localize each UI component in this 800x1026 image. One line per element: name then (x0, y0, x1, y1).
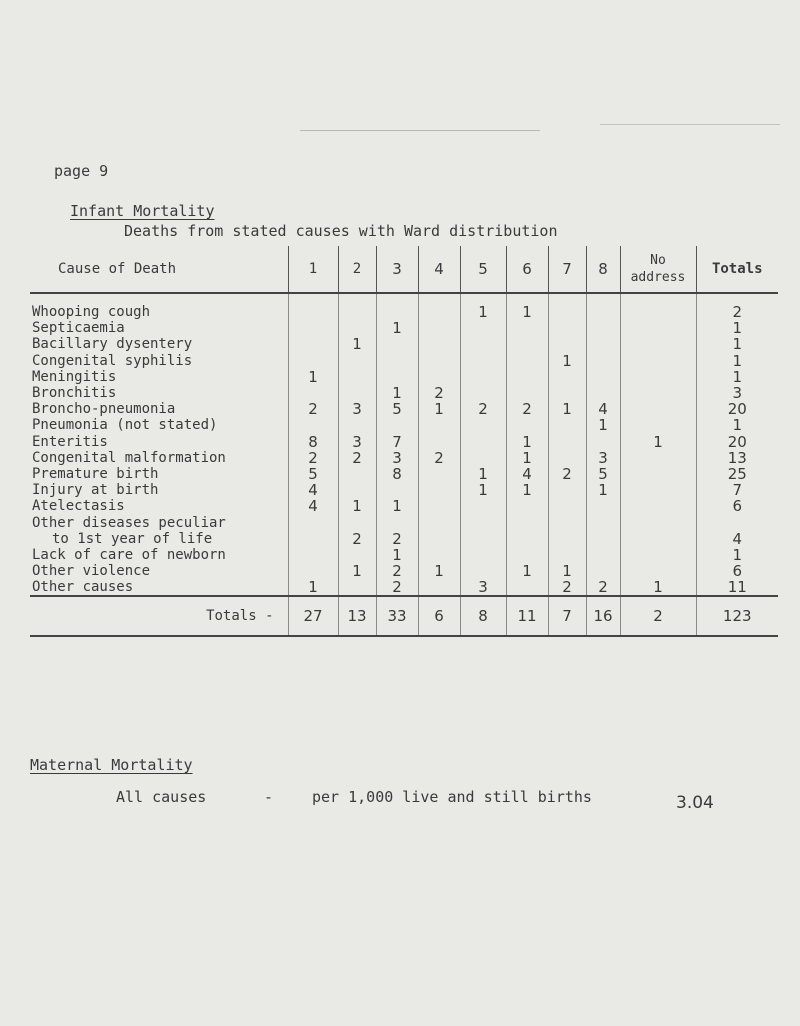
row-cause: to 1st year of life (52, 530, 213, 547)
cell-no-address (620, 293, 696, 320)
cell-ward-7: 1 (548, 401, 586, 417)
cell-total: 6 (696, 498, 778, 514)
cell-ward-7 (548, 531, 586, 547)
header-no-address: No address (620, 246, 696, 293)
cell-ward-1: 5 (288, 466, 338, 482)
cell-ward-2 (338, 466, 376, 482)
table-row (30, 434, 778, 450)
cell-ward-5 (460, 417, 506, 433)
header-ward-4: 4 (418, 246, 460, 293)
cell-ward-1 (288, 531, 338, 547)
cell-ward-5 (460, 434, 506, 450)
cell-ward-4: 1 (418, 563, 460, 579)
totals-row (30, 596, 778, 636)
table-row (30, 293, 778, 320)
cell-ward-6: 2 (506, 401, 548, 417)
cell-ward-3: 1 (376, 498, 418, 514)
cell-ward-7: 1 (548, 353, 586, 369)
row-cause: Premature birth (32, 465, 159, 482)
cell-ward-4 (418, 482, 460, 498)
row-cause: Congenital malformation (32, 449, 226, 466)
cell-ward-2: 2 (338, 531, 376, 547)
cell-ward-3: 2 (376, 531, 418, 547)
cell-ward-1 (288, 336, 338, 352)
cell-ward-6: 1 (506, 482, 548, 498)
header-ward-2: 2 (338, 246, 376, 293)
cell-no-address (620, 498, 696, 514)
cell-ward-7 (548, 417, 586, 433)
cell-ward-4 (418, 547, 460, 563)
cell-ward-1: 4 (288, 498, 338, 514)
cell-ward-1 (288, 293, 338, 320)
cell-no-address (620, 385, 696, 401)
cell-ward-3: 1 (376, 547, 418, 563)
cell-ward-4 (418, 514, 460, 530)
cell-ward-1: 1 (288, 369, 338, 385)
cell-no-address (620, 336, 696, 352)
cell-ward-8 (586, 514, 620, 530)
cell-ward-3: 3 (376, 450, 418, 466)
cell-ward-7 (548, 320, 586, 336)
table-row (30, 547, 778, 563)
cell-ward-8: 3 (586, 450, 620, 466)
maternal-rate: 3.04 (676, 793, 714, 813)
grand-total: 123 (696, 596, 778, 636)
total-ward-7: 7 (548, 596, 586, 636)
cell-total: 1 (696, 369, 778, 385)
cell-ward-4 (418, 579, 460, 596)
cell-ward-7 (548, 336, 586, 352)
cell-ward-1 (288, 547, 338, 563)
cell-ward-5: 1 (460, 466, 506, 482)
cell-ward-6 (506, 417, 548, 433)
cell-ward-7 (548, 482, 586, 498)
row-cause: Injury at birth (32, 482, 159, 499)
cell-ward-8 (586, 531, 620, 547)
cell-ward-4 (418, 417, 460, 433)
cell-ward-6 (506, 385, 548, 401)
cell-ward-2 (338, 385, 376, 401)
cell-total: 1 (696, 320, 778, 336)
cell-ward-2 (338, 320, 376, 336)
cell-total: 1 (696, 547, 778, 563)
cell-ward-4: 2 (418, 450, 460, 466)
cell-no-address (620, 353, 696, 369)
row-cause: Other diseases peculiar (32, 514, 226, 531)
infant-mortality-table (30, 246, 778, 637)
cell-no-address (620, 531, 696, 547)
cell-ward-1 (288, 353, 338, 369)
cell-total: 4 (696, 531, 778, 547)
cell-ward-7 (548, 547, 586, 563)
cell-ward-6 (506, 369, 548, 385)
cell-ward-5 (460, 353, 506, 369)
cell-ward-7 (548, 498, 586, 514)
cell-no-address (620, 466, 696, 482)
cell-ward-2: 1 (338, 336, 376, 352)
header-ward-7: 7 (548, 246, 586, 293)
header-row (30, 246, 778, 293)
cell-ward-1 (288, 563, 338, 579)
cell-ward-8: 2 (586, 579, 620, 596)
cell-no-address (620, 547, 696, 563)
cell-no-address: 1 (620, 579, 696, 596)
cell-ward-5 (460, 450, 506, 466)
row-cause: Pneumonia (not stated) (32, 417, 218, 434)
row-cause: Whooping cough (32, 304, 151, 321)
cell-no-address (620, 369, 696, 385)
cell-ward-8 (586, 293, 620, 320)
cell-ward-3: 5 (376, 401, 418, 417)
table-row (30, 482, 778, 498)
cell-no-address (620, 450, 696, 466)
row-cause: Septicaemia (32, 320, 125, 337)
header-cause: Cause of Death (30, 246, 288, 293)
cell-ward-5 (460, 498, 506, 514)
cell-ward-5 (460, 547, 506, 563)
header-totals: Totals (696, 246, 778, 293)
cell-ward-3: 2 (376, 563, 418, 579)
cell-ward-1 (288, 417, 338, 433)
cell-ward-3: 1 (376, 320, 418, 336)
cell-ward-3 (376, 514, 418, 530)
table-row (30, 466, 778, 482)
cell-ward-7 (548, 385, 586, 401)
cell-no-address (620, 417, 696, 433)
cell-total: 11 (696, 579, 778, 596)
cell-ward-1 (288, 514, 338, 530)
cell-no-address (620, 563, 696, 579)
table-row (30, 385, 778, 401)
cell-total: 13 (696, 450, 778, 466)
cell-ward-3: 1 (376, 385, 418, 401)
cell-no-address (620, 514, 696, 530)
cell-ward-1: 1 (288, 579, 338, 596)
row-cause: Lack of care of newborn (32, 546, 226, 563)
maternal-basis: per 1,000 live and still births (312, 788, 592, 806)
cell-ward-2 (338, 514, 376, 530)
cell-ward-1: 2 (288, 401, 338, 417)
cell-ward-3 (376, 336, 418, 352)
cell-total: 6 (696, 563, 778, 579)
cell-ward-4: 2 (418, 385, 460, 401)
row-cause: Congenital syphilis (32, 352, 193, 369)
cell-ward-5 (460, 563, 506, 579)
cell-ward-7 (548, 450, 586, 466)
cell-ward-4: 1 (418, 401, 460, 417)
cell-ward-5: 1 (460, 482, 506, 498)
cell-ward-2 (338, 293, 376, 320)
cell-ward-3 (376, 369, 418, 385)
row-cause: Broncho-pneumonia (32, 401, 176, 418)
cell-ward-6 (506, 353, 548, 369)
cell-ward-1: 8 (288, 434, 338, 450)
cell-ward-7: 2 (548, 579, 586, 596)
totals-label: Totals - (30, 596, 288, 636)
cell-ward-7 (548, 514, 586, 530)
cell-ward-5 (460, 336, 506, 352)
cell-ward-8 (586, 434, 620, 450)
table-row (30, 450, 778, 466)
cell-total: 25 (696, 466, 778, 482)
cell-ward-3 (376, 293, 418, 320)
cell-ward-7 (548, 434, 586, 450)
table-row (30, 320, 778, 336)
row-cause: Atelectasis (32, 498, 125, 515)
cell-ward-4 (418, 466, 460, 482)
cell-total: 2 (696, 293, 778, 320)
row-cause: Other causes (32, 579, 134, 596)
header-ward-8: 8 (586, 246, 620, 293)
table-row (30, 563, 778, 579)
total-no-address: 2 (620, 596, 696, 636)
cell-ward-8: 1 (586, 482, 620, 498)
cell-total (696, 514, 778, 530)
table-row (30, 336, 778, 352)
cell-ward-1 (288, 385, 338, 401)
cell-ward-8 (586, 320, 620, 336)
header-ward-5: 5 (460, 246, 506, 293)
cell-ward-6: 1 (506, 293, 548, 320)
cell-ward-4 (418, 293, 460, 320)
total-ward-2: 13 (338, 596, 376, 636)
cell-ward-1 (288, 320, 338, 336)
cell-ward-2: 3 (338, 434, 376, 450)
table-row (30, 401, 778, 417)
total-ward-8: 16 (586, 596, 620, 636)
cell-ward-5 (460, 531, 506, 547)
total-ward-6: 11 (506, 596, 548, 636)
maternal-dash: - (264, 788, 274, 806)
cell-total: 1 (696, 417, 778, 433)
row-cause: Meningitis (32, 368, 117, 385)
cell-ward-2: 2 (338, 450, 376, 466)
cell-ward-6 (506, 579, 548, 596)
cell-ward-6 (506, 336, 548, 352)
cell-ward-6 (506, 514, 548, 530)
infant-mortality-title: Infant Mortality (70, 202, 215, 220)
cell-no-address (620, 482, 696, 498)
cell-ward-3: 7 (376, 434, 418, 450)
cell-ward-5 (460, 514, 506, 530)
table-body (30, 293, 778, 596)
table-row (30, 369, 778, 385)
total-ward-3: 33 (376, 596, 418, 636)
cell-ward-7 (548, 369, 586, 385)
row-cause: Bronchitis (32, 385, 117, 402)
header-ward-3: 3 (376, 246, 418, 293)
cell-ward-8: 4 (586, 401, 620, 417)
cell-ward-6: 1 (506, 450, 548, 466)
header-ward-1: 1 (288, 246, 338, 293)
cell-ward-8 (586, 547, 620, 563)
scan-mark (600, 124, 780, 125)
cell-ward-5: 3 (460, 579, 506, 596)
total-ward-4: 6 (418, 596, 460, 636)
cell-ward-4 (418, 531, 460, 547)
cell-ward-4 (418, 498, 460, 514)
maternal-mortality-title: Maternal Mortality (30, 756, 193, 774)
cell-ward-2 (338, 353, 376, 369)
cell-ward-2: 3 (338, 401, 376, 417)
table-row (30, 353, 778, 369)
table-row (30, 514, 778, 530)
cell-ward-3 (376, 353, 418, 369)
cell-total: 20 (696, 401, 778, 417)
total-ward-1: 27 (288, 596, 338, 636)
row-cause: Bacillary dysentery (32, 336, 193, 353)
cell-ward-5: 2 (460, 401, 506, 417)
cell-ward-2 (338, 482, 376, 498)
cell-ward-2 (338, 417, 376, 433)
cell-ward-8: 1 (586, 417, 620, 433)
cell-ward-5 (460, 369, 506, 385)
cell-total: 3 (696, 385, 778, 401)
cell-ward-3 (376, 482, 418, 498)
cell-ward-5 (460, 385, 506, 401)
cell-ward-6: 4 (506, 466, 548, 482)
cell-ward-5: 1 (460, 293, 506, 320)
cell-ward-2 (338, 547, 376, 563)
cell-ward-6: 1 (506, 563, 548, 579)
cell-no-address (620, 401, 696, 417)
cell-ward-8 (586, 563, 620, 579)
cell-ward-8 (586, 353, 620, 369)
maternal-cause-label: All causes (116, 788, 207, 806)
cell-total: 7 (696, 482, 778, 498)
cell-ward-8 (586, 385, 620, 401)
scan-mark (300, 130, 540, 131)
cell-ward-8: 5 (586, 466, 620, 482)
cell-ward-6 (506, 320, 548, 336)
cell-ward-6 (506, 531, 548, 547)
page-number: page 9 (54, 162, 109, 180)
cell-ward-2 (338, 579, 376, 596)
table-row (30, 498, 778, 514)
cell-ward-1: 4 (288, 482, 338, 498)
row-cause: Enteritis (32, 433, 108, 450)
cell-ward-4 (418, 434, 460, 450)
cell-ward-2 (338, 369, 376, 385)
maternal-mortality-line (116, 788, 592, 806)
cell-ward-4 (418, 353, 460, 369)
cell-ward-2: 1 (338, 563, 376, 579)
cell-ward-3 (376, 417, 418, 433)
cell-ward-1: 2 (288, 450, 338, 466)
cell-ward-4 (418, 336, 460, 352)
cell-total: 1 (696, 336, 778, 352)
cell-total: 1 (696, 353, 778, 369)
cell-ward-6: 1 (506, 434, 548, 450)
cell-ward-8 (586, 369, 620, 385)
cell-ward-4 (418, 369, 460, 385)
cell-ward-7: 2 (548, 466, 586, 482)
cell-total: 20 (696, 434, 778, 450)
header-ward-6: 6 (506, 246, 548, 293)
cell-ward-8 (586, 336, 620, 352)
cell-ward-6 (506, 498, 548, 514)
cell-ward-2: 1 (338, 498, 376, 514)
row-cause: Other violence (32, 563, 151, 580)
cell-ward-3: 8 (376, 466, 418, 482)
total-ward-5: 8 (460, 596, 506, 636)
cell-no-address (620, 320, 696, 336)
cell-no-address: 1 (620, 434, 696, 450)
cell-ward-3: 2 (376, 579, 418, 596)
table-row (30, 531, 778, 547)
cell-ward-4 (418, 320, 460, 336)
infant-mortality-subtitle: Deaths from stated causes with Ward distribution (124, 222, 558, 240)
table-row (30, 579, 778, 596)
cell-ward-6 (506, 547, 548, 563)
table-row (30, 417, 778, 433)
cell-ward-7 (548, 293, 586, 320)
cell-ward-7: 1 (548, 563, 586, 579)
cell-ward-8 (586, 498, 620, 514)
cell-ward-5 (460, 320, 506, 336)
